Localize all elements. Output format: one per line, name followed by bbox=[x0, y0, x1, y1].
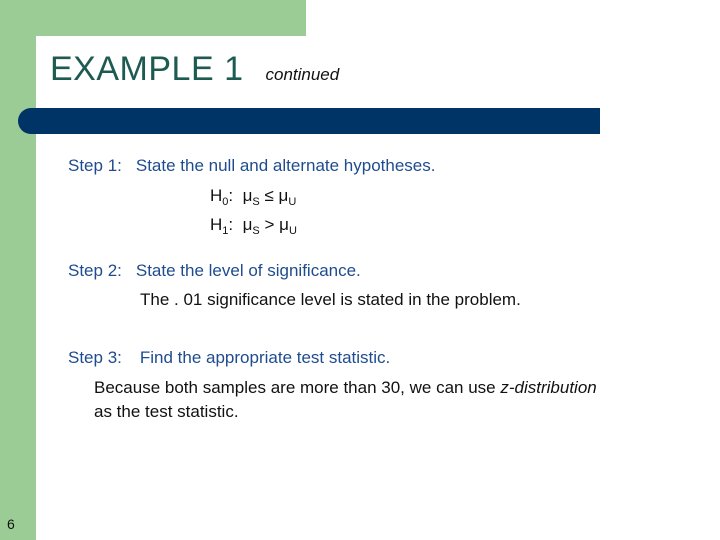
step2-line bbox=[68, 261, 361, 281]
step3-text: Find the appropriate test statistic. bbox=[139, 348, 391, 367]
step1-label: Step 1: bbox=[68, 156, 122, 175]
step2-label: Step 2: bbox=[68, 261, 122, 280]
page-subtitle: continued bbox=[265, 65, 340, 84]
null-hypothesis: $H_0$: $\mu_S \le \mu_U$ bbox=[210, 186, 297, 208]
step3-label: Step 3: bbox=[68, 348, 122, 367]
step3-detail: Because both samples are more than 30, we can use z-distribution bbox=[94, 378, 597, 397]
step2-detail: The . 01 significance level is stated in the problem. bbox=[140, 290, 521, 309]
page-title: EXAMPLE 1 bbox=[50, 50, 244, 88]
slide-number: 6 bbox=[7, 516, 15, 532]
step1-text: State the null and alternate hypotheses. bbox=[135, 156, 436, 175]
step1-line bbox=[68, 156, 435, 176]
step2-text: State the level of significance. bbox=[135, 261, 361, 280]
alternate-hypothesis: $H_1$: $\mu_S > \mu_U$ bbox=[210, 215, 297, 237]
z-distribution-term: z-distribution bbox=[500, 378, 597, 397]
step3-line bbox=[68, 348, 390, 368]
step3-detail-line2: as the test statistic. bbox=[94, 402, 239, 421]
